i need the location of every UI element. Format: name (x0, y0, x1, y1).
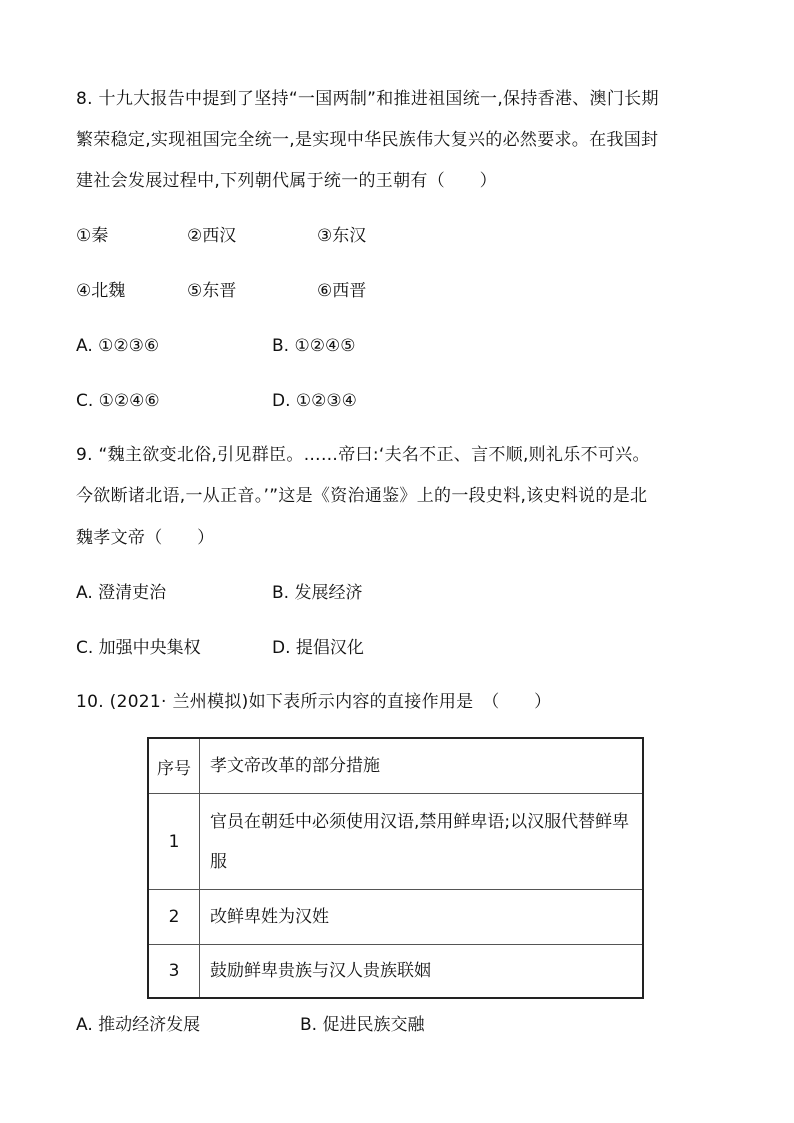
table-row (148, 945, 643, 999)
table-header-row (148, 738, 643, 794)
q8-item-1: ①秦 (76, 226, 109, 246)
q10-option-a[interactable]: A. 推动经济发展 (76, 1015, 201, 1035)
table-cell-measure: 改鲜卑姓为汉姓 (200, 890, 644, 945)
table-header-measures: 孝文帝改革的部分措施 (200, 738, 644, 794)
q8-stem-line-2: 繁荣稳定,实现祖国完全统一,是实现中华民族伟大复兴的必然要求。在我国封 (76, 130, 659, 150)
q9-option-c[interactable]: C. 加强中央集权 (76, 638, 201, 658)
table-row (148, 890, 643, 945)
q9-option-b[interactable]: B. 发展经济 (272, 583, 363, 603)
table-cell-measure: 官员在朝廷中必须使用汉语,禁用鲜卑语;以汉服代替鲜卑服 (200, 794, 644, 890)
table-cell-number: 1 (148, 794, 200, 890)
q8-item-4: ④北魏 (76, 281, 126, 301)
reform-measures-table (147, 737, 644, 999)
q9-stem-line-3: 魏孝文帝（ ） (76, 528, 215, 548)
q8-item-3: ③东汉 (317, 226, 367, 246)
q9-option-a[interactable]: A. 澄清吏治 (76, 583, 167, 603)
q9-stem-line-2: 今欲断诸北语,一从正音。’”这是《资治通鉴》上的一段史料,该史料说的是北 (76, 486, 648, 506)
q8-option-b[interactable]: B. ①②④⑤ (272, 336, 356, 356)
table-cell-number: 3 (148, 945, 200, 999)
table-row (148, 794, 643, 890)
table-cell-measure: 鼓励鲜卑贵族与汉人贵族联姻 (200, 945, 644, 999)
q8-item-2: ②西汉 (187, 226, 237, 246)
table-cell-number: 2 (148, 890, 200, 945)
q8-item-6: ⑥西晋 (317, 281, 367, 301)
q8-stem-line-1: 8. 十九大报告中提到了坚持“一国两制”和推进祖国统一,保持香港、澳门长期 (76, 89, 659, 109)
q10-stem: 10. (2021· 兰州模拟)如下表所示内容的直接作用是 （ ） (76, 692, 552, 712)
table-header-number: 序号 (148, 738, 200, 794)
q8-option-c[interactable]: C. ①②④⑥ (76, 391, 160, 411)
q9-stem-line-1: 9. “魏主欲变北俗,引见群臣。……帝曰:‘夫名不正、言不顺,则礼乐不可兴。 (76, 445, 650, 465)
q9-option-d[interactable]: D. 提倡汉化 (272, 638, 364, 658)
q8-option-d[interactable]: D. ①②③④ (272, 391, 357, 411)
q8-stem-line-3: 建社会发展过程中,下列朝代属于统一的王朝有（ ） (76, 171, 497, 191)
q10-option-b[interactable]: B. 促进民族交融 (300, 1015, 425, 1035)
q8-item-5: ⑤东晋 (187, 281, 237, 301)
q8-option-a[interactable]: A. ①②③⑥ (76, 336, 160, 356)
